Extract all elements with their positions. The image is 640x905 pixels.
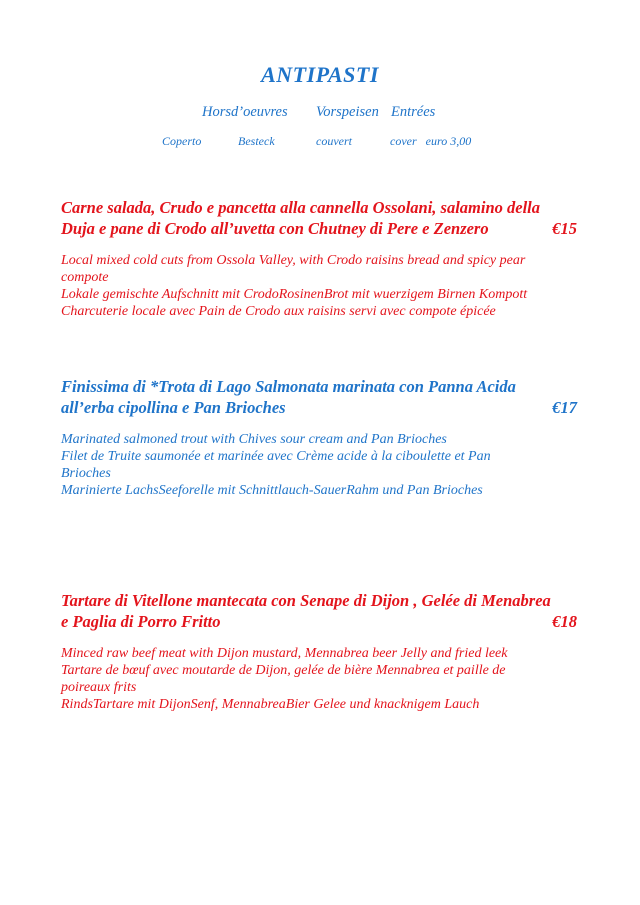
cover-italian: Coperto — [162, 134, 202, 148]
dish-description — [61, 252, 577, 320]
cover-charge-row — [0, 134, 640, 150]
description-line: Lokale gemischte Aufschnitt mit CrodoRosinenBrot mit wuerzigem Birnen Kompott — [61, 287, 528, 302]
dish-item — [61, 590, 577, 713]
dish-description — [61, 431, 577, 499]
description-line: Local mixed cold cuts from Ossola Valley, with Crodo raisins bread and spicy pear — [61, 253, 526, 268]
subtitle-italian: Horsd’oeuvres — [202, 104, 288, 120]
dish-name-line: Finissima di *Trota di Lago Salmonata marinata con Panna Acida — [61, 377, 516, 396]
cover-german: Besteck — [238, 134, 275, 148]
description-line: compote — [61, 270, 109, 285]
dish-name-line: e Paglia di Porro Fritto — [61, 612, 221, 631]
cover-french: couvert — [316, 134, 352, 148]
description-line: Tartare de bœuf avec moutarde de Dijon, gelée de bière Mennabrea et paille de — [61, 663, 506, 678]
description-line: RindsTartare mit DijonSenf, MennabreaBier Gelee und knacknigem Lauch — [61, 697, 480, 712]
dish-name-line: Tartare di Vitellone mantecata con Senape di Dijon , Gelée di Menabrea — [61, 591, 551, 610]
subtitle-french: Entrées — [391, 104, 436, 120]
dish-price: €17 — [552, 398, 577, 417]
section-title: ANTIPASTI — [261, 62, 379, 87]
cover-english-price: cover euro 3,00 — [390, 134, 472, 148]
description-line: Minced raw beef meat with Dijon mustard, Mennabrea beer Jelly and fried leek — [61, 646, 508, 661]
dish-item — [61, 376, 577, 499]
dish-description — [61, 645, 577, 713]
description-line: poireaux frits — [61, 680, 137, 695]
dish-name-line: all’erba cipollina e Pan Brioches — [61, 398, 286, 417]
description-line: Marinierte LachsSeeforelle mit Schnittlauch-SauerRahm und Pan Brioches — [61, 483, 483, 498]
dish-name — [61, 590, 577, 632]
dish-name-line: Duja e pane di Crodo all’uvetta con Chutney di Pere e Zenzero — [61, 219, 489, 238]
description-line: Marinated salmoned trout with Chives sour cream and Pan Brioches — [61, 432, 447, 447]
subtitle-german: Vorspeisen — [316, 104, 379, 120]
dish-item — [61, 197, 577, 320]
section-subtitles — [0, 104, 640, 124]
description-line: Charcuterie locale avec Pain de Crodo aux raisins servi avec compote épicée — [61, 304, 496, 319]
dish-name-line: Carne salada, Crudo e pancetta alla cannella Ossolani, salamino della — [61, 198, 541, 217]
dish-price: €15 — [552, 219, 577, 238]
description-line: Filet de Truite saumonée et marinée avec Crème acide à la ciboulette et Pan — [61, 449, 491, 464]
dish-name — [61, 376, 577, 418]
dish-price: €18 — [552, 612, 577, 631]
dish-name — [61, 197, 577, 239]
description-line: Brioches — [61, 466, 111, 481]
